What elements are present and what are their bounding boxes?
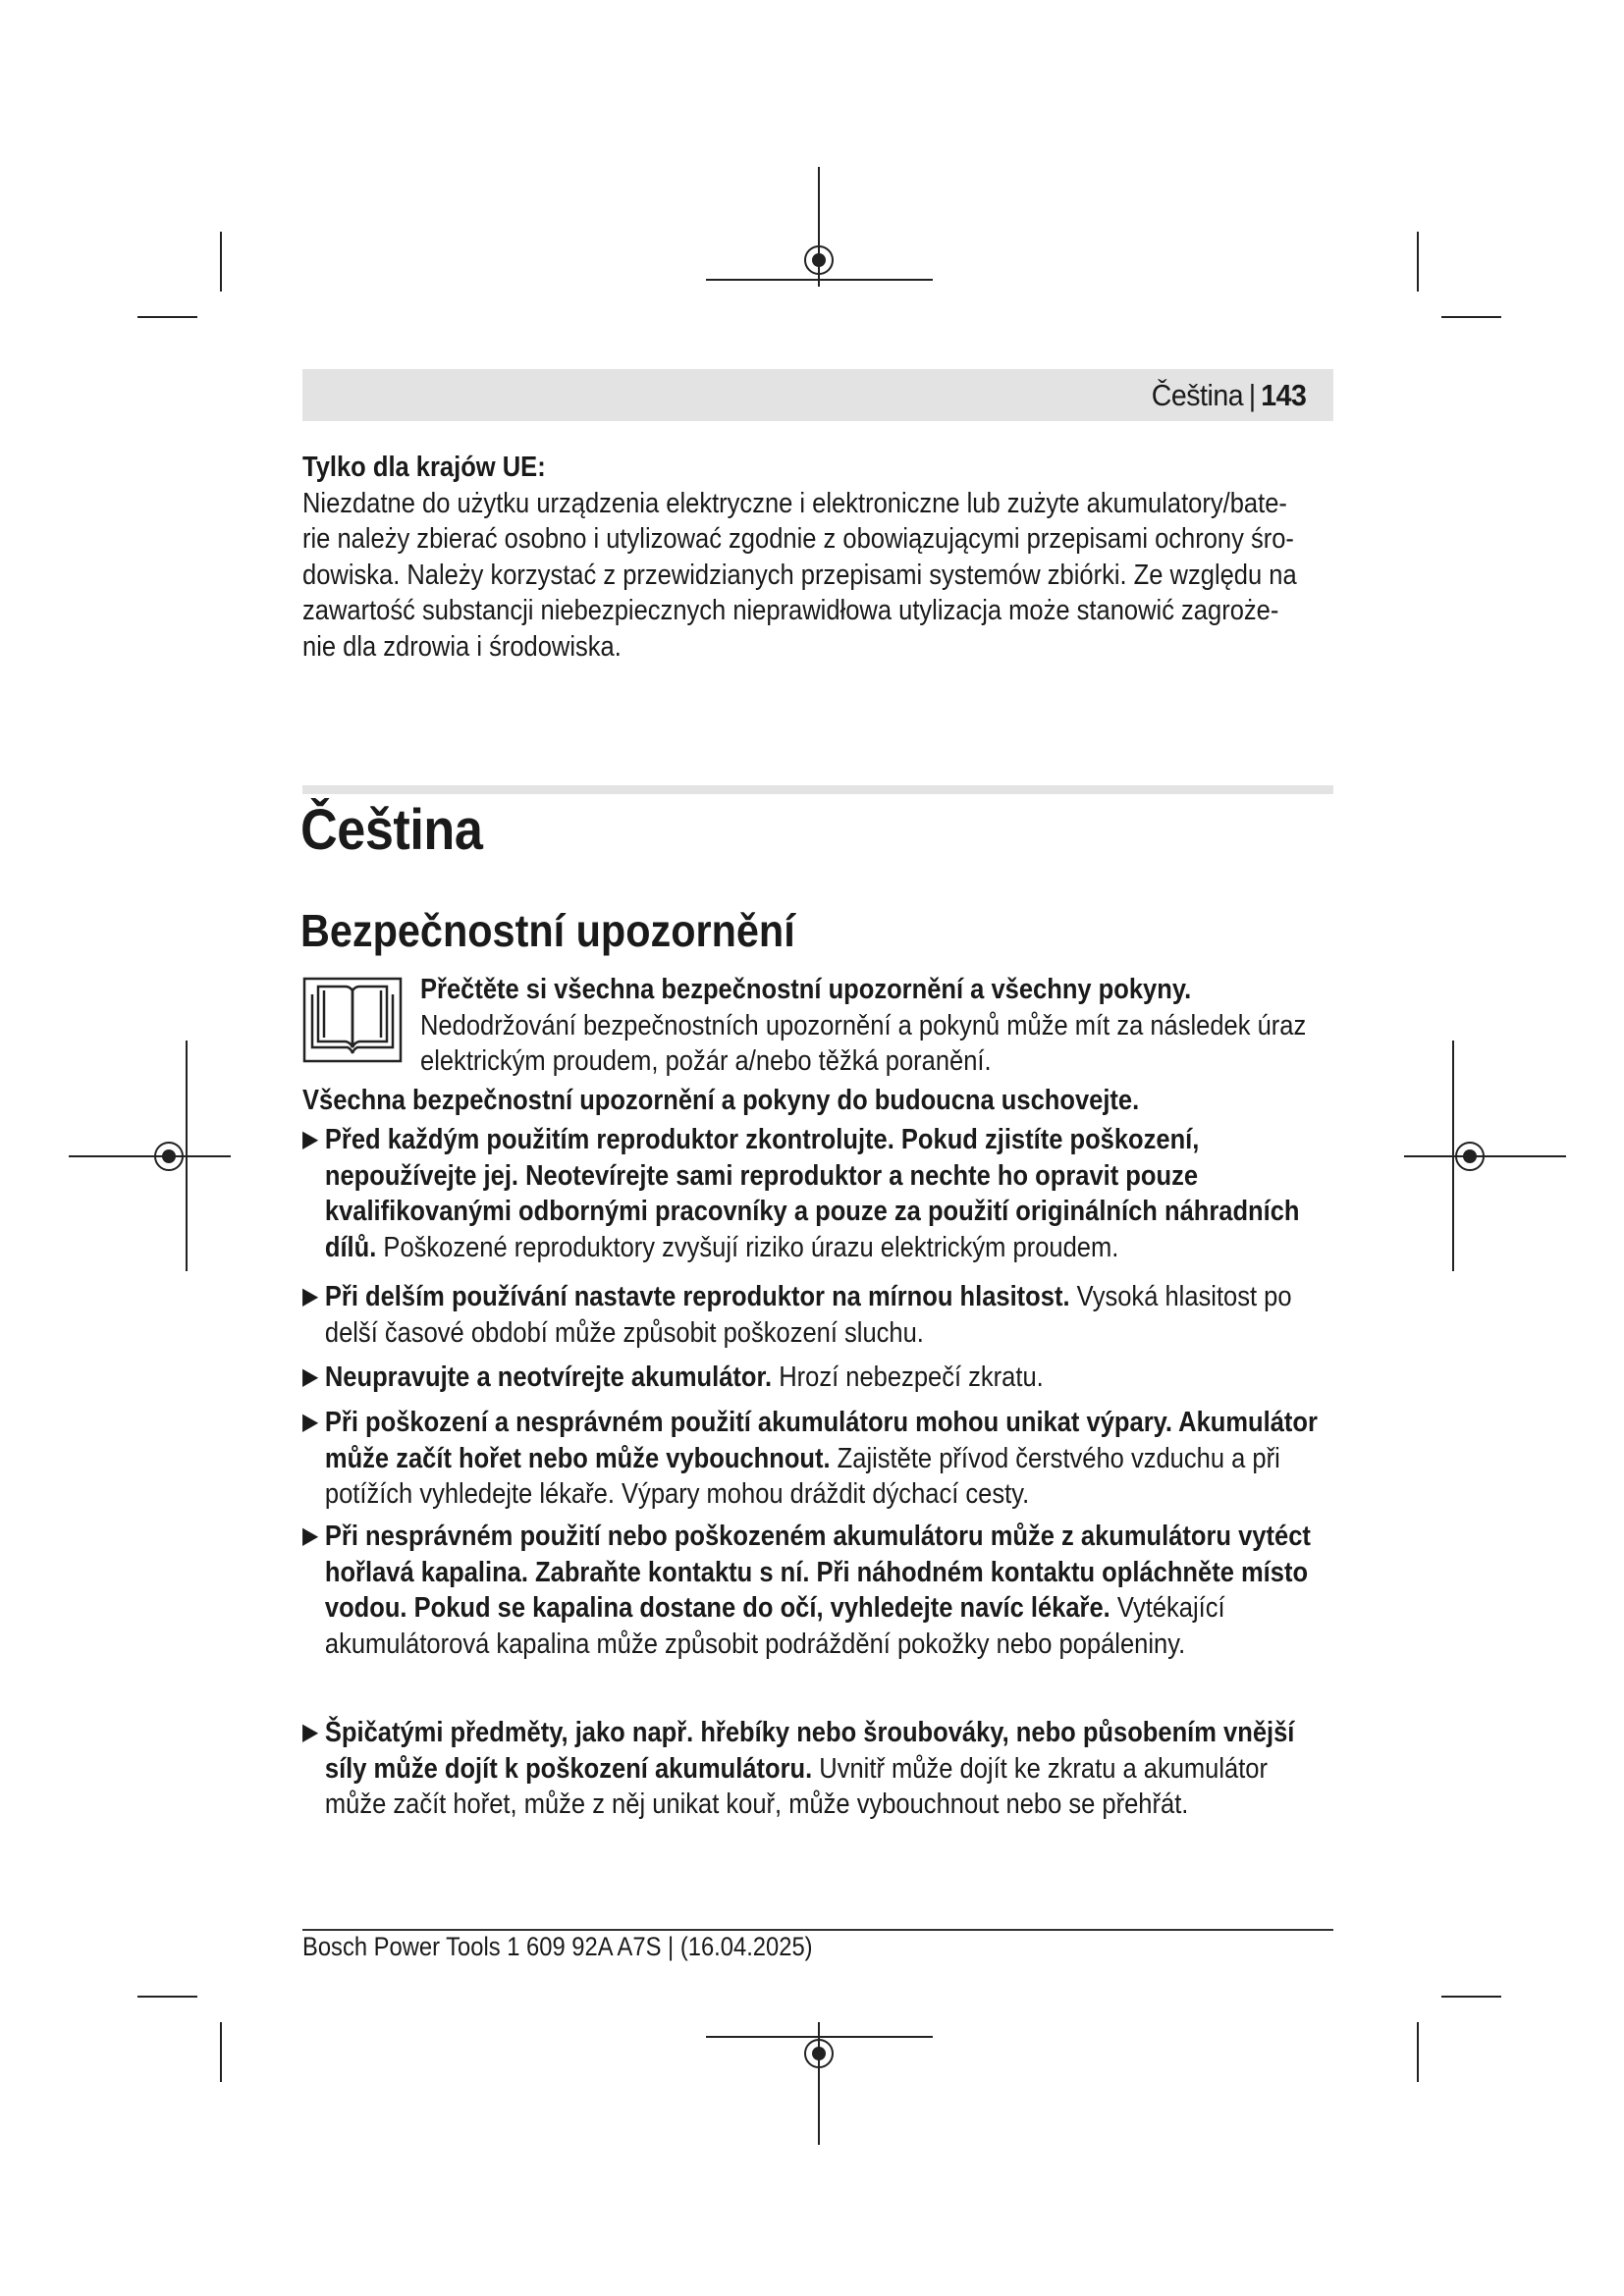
- bullet-text: Zajistěte přívod čerstvého vzduchu a při potížích vyhledejte lékaře. Výpary mohou dráždit dýchací cesty.: [324, 1442, 1280, 1510]
- bullet-marker-icon: ▶: [302, 1126, 319, 1152]
- bullet-bold: Neupravujte a neotvírejte akumulátor.: [324, 1362, 773, 1393]
- bullet-bold: Při poškození a nesprávném použití akumulátoru mohou unikat výpary. Akumulátor může začít hořet nebo může vybouchnout.: [324, 1407, 1318, 1474]
- section-title: Bezpečnostní upozornění: [300, 905, 795, 956]
- warning-bullet: [302, 1122, 1333, 1265]
- bullet-bold: Před každým použitím reproduktor zkontrolujte. Pokud zjistíte poškození, nepoužívejte jej. Neotevírejte sami reproduktor a nechte ho opravit pouze kvalifikovanými odbornými pracovníky a pouze za použití originálních náhradních dílů.: [324, 1124, 1300, 1263]
- bullet-text: Poškozené reproduktory zvyšují riziko úrazu elektrickým proudem.: [383, 1231, 1119, 1263]
- read-instructions-line: elektrickým proudem, požár a/nebo těžká poranění.: [420, 1045, 992, 1077]
- page-header: [302, 369, 1333, 421]
- bullet-text: Vytékající akumulátorová kapalina může způsobit podráždění pokožky nebo popáleniny.: [324, 1592, 1225, 1660]
- warning-bullet: [302, 1405, 1333, 1513]
- manual-book-icon: [302, 977, 403, 1063]
- bullet-bold: Při delším používání nastavte reproduktor na mírnou hlasitost.: [324, 1281, 1070, 1312]
- footer-rule: [302, 1929, 1333, 1931]
- bullet-text: Hrozí nebezpečí zkratu.: [779, 1362, 1044, 1393]
- language-title: Čeština: [300, 798, 483, 862]
- eu-notice-line: rie należy zbierać osobno i utylizować zgodnie z obowiązującymi przepisami ochrony śro-: [302, 523, 1294, 555]
- eu-notice-line: Niezdatne do użytku urządzenia elektryczne i elektroniczne lub zużyte akumulatory/bate-: [302, 487, 1287, 519]
- keep-note: [302, 1083, 1333, 1119]
- bullet-text: Uvnitř může dojít ke zkratu a akumulátor může začít hořet, může z něj unikat kouř, může vybouchnout nebo se přehřát.: [324, 1752, 1269, 1820]
- header-separator: |: [1248, 378, 1256, 412]
- keep-note-text: Všechna bezpečnostní upozornění a pokyny do budoucna uschovejte.: [302, 1085, 1140, 1116]
- warning-bullet: [302, 1279, 1333, 1351]
- read-instructions-line: Nedodržování bezpečnostních upozornění a pokynů může mít za následek úraz: [420, 1009, 1307, 1041]
- bullet-bold: Špičatými předměty, jako např. hřebíky nebo šroubováky, nebo působením vnější síly může dojít k poškození akumulátoru.: [324, 1717, 1295, 1785]
- read-instructions: [420, 972, 1319, 1080]
- eu-notice-title: Tylko dla krajów UE:: [302, 452, 546, 483]
- read-instructions-bold: Přečtěte si všechna bezpečnostní upozornění a všechny pokyny.: [420, 974, 1192, 1005]
- eu-notice-line: zawartość substancji niebezpiecznych nieprawidłowa utylizacja może stanowić zagroże-: [302, 595, 1279, 626]
- warning-bullet: [302, 1360, 1333, 1396]
- header-section: Čeština: [1151, 378, 1243, 412]
- section-divider: [302, 785, 1333, 794]
- bullet-text: Vysoká hlasitost po delší časové období může způsobit poškození sluchu.: [324, 1281, 1292, 1349]
- bullet-bold: Při nesprávném použití nebo poškozeném akumulátoru může z akumulátoru vytéct hořlavá kapalina. Zabraňte kontaktu s ní. Při náhodném kontaktu opláchněte místo vodou. Pokud se kapalina dostane do očí, vyhledejte navíc lékaře.: [324, 1521, 1311, 1624]
- eu-notice: [302, 450, 1333, 665]
- header-label: [1151, 378, 1306, 413]
- bullet-marker-icon: ▶: [302, 1363, 319, 1390]
- eu-notice-line: nie dla zdrowia i środowiska.: [302, 630, 622, 663]
- page-number: 143: [1260, 378, 1306, 412]
- footer-text: Bosch Power Tools 1 609 92A A7S | (16.04.2025): [302, 1932, 813, 1961]
- bullet-marker-icon: ▶: [302, 1719, 319, 1745]
- bullet-marker-icon: ▶: [302, 1409, 319, 1435]
- warning-bullet: [302, 1715, 1333, 1823]
- bullet-marker-icon: ▶: [302, 1283, 319, 1309]
- bullet-marker-icon: ▶: [302, 1522, 319, 1549]
- warning-bullet: [302, 1519, 1333, 1662]
- eu-notice-line: dowiska. Należy korzystać z przewidzianych przepisami systemów zbiórki. Ze względu na: [302, 559, 1297, 591]
